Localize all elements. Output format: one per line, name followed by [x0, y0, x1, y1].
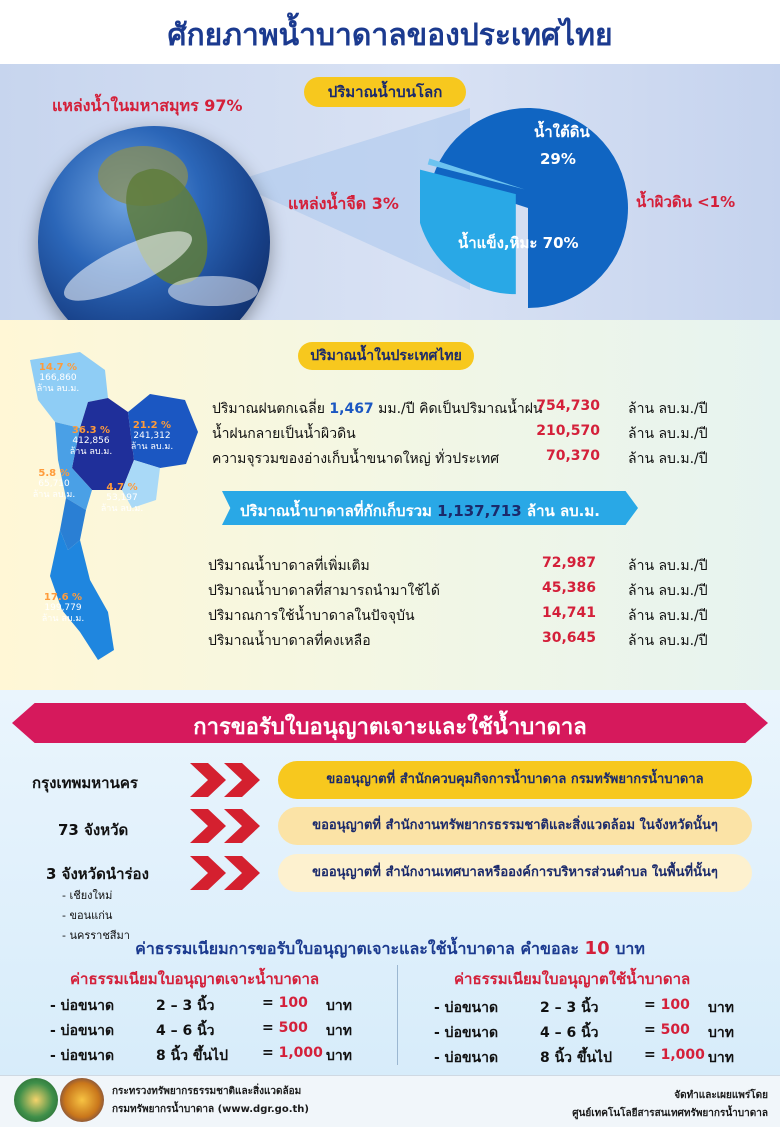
use-fee-row: - บ่อขนาด — [434, 1025, 499, 1041]
region-south-stats: 17.6 % 199,779 ล้าน ลบ.ม. — [41, 592, 85, 624]
region-northeast-stats: 21.2 % 241,312 ล้าน ลบ.ม. — [130, 420, 174, 452]
gw-row-unit: ล้าน ลบ.ม./ปี — [628, 583, 708, 599]
drill-fee-unit: บาท — [326, 1023, 352, 1039]
footer-produced-by: จัดทำและเผยแพร่โดย — [674, 1090, 768, 1101]
use-fee-size: 2 – 3 นิ้ว — [540, 1000, 599, 1016]
rainfall-value: 754,730 — [536, 398, 600, 414]
reservoir-row-label: ความจุรวมของอ่างเก็บน้ำขนาดใหญ่ ทั่วประเทศ — [212, 451, 500, 467]
area-bangkok: กรุงเทพมหานคร — [32, 774, 138, 792]
region-north-stats: 14.7 % 166,860 ล้าน ลบ.ม. — [36, 362, 80, 394]
pilot-item: - ขอนแก่น — [62, 909, 113, 922]
footer-ministry: กระทรวงทรัพยากรธรรมชาติและสิ่งแวดล้อม — [112, 1086, 302, 1097]
chevron-right-icon — [190, 763, 270, 797]
use-fee-heading: ค่าธรรมเนียมใบอนุญาตใช้น้ำบาดาล — [454, 970, 691, 988]
area-pilot-provinces: 3 จังหวัดนำร่อง — [46, 865, 149, 883]
drill-fee-size: 8 นิ้ว ขึ้นไป — [156, 1048, 228, 1064]
use-fee-size: 4 – 6 นิ้ว — [540, 1025, 599, 1041]
gw-row-value: 14,741 — [541, 605, 596, 621]
gw-row-unit: ล้าน ลบ.ม./ปี — [628, 633, 708, 649]
freshwater-label: แหล่งน้ำจืด 3% — [288, 194, 399, 213]
ocean-label: แหล่งน้ำในมหาสมุทร 97% — [52, 96, 243, 115]
rainfall-row: ปริมาณฝนตกเฉลี่ย 1,467 มม./ปี คิดเป็นปริมาณน้ำฝน — [212, 401, 543, 417]
region-east-stats: 4.7 % 53,197 ล้าน ลบ.ม. — [100, 482, 144, 514]
gw-row-label: ปริมาณน้ำบาดาลที่สามารถนำมาใช้ได้ — [208, 583, 440, 599]
use-fee-amount: = 100 — [644, 997, 690, 1013]
gw-row-unit: ล้าน ลบ.ม./ปี — [628, 608, 708, 624]
gw-row-value: 45,386 — [541, 580, 596, 596]
drill-fee-size: 2 – 3 นิ้ว — [156, 998, 215, 1014]
page-title: ศักยภาพน้ำบาดาลของประเทศไทย — [167, 18, 613, 53]
rainfall-unit: ล้าน ลบ.ม./ปี — [628, 401, 708, 417]
world-water-pie — [420, 100, 636, 316]
use-fee-row: - บ่อขนาด — [434, 1050, 499, 1066]
drill-fee-amount: = 100 — [262, 995, 308, 1011]
permit-office-provinces: ขออนุญาตที่ สำนักงานทรัพยากรธรรมชาติและสิ่งแวดล้อม ในจังหวัดนั้นๆ — [278, 807, 752, 845]
fee-title: ค่าธรรมเนียมการขอรับใบอนุญาตเจาะและใช้น้ำบาดาล คำขอละ 10 บาท — [135, 938, 645, 959]
use-fee-unit: บาท — [708, 1050, 734, 1066]
region-west-stats: 5.8 % 65,710 ล้าน ลบ.ม. — [32, 468, 76, 500]
groundwater-total-text: ปริมาณน้ำบาดาลที่กักเก็บรวม 1,137,713 ล้าน ลบ.ม. — [240, 502, 600, 520]
use-fee-amount: = 1,000 — [644, 1047, 705, 1063]
ground-water-label: น้ำใต้ดิน — [534, 123, 590, 141]
permit-office-bangkok: ขออนุญาตที่ สำนักควบคุมกิจการน้ำบาดาล กรมทรัพยากรน้ำบาดาล — [278, 761, 752, 799]
thai-water-pill: ปริมาณน้ำในประเทศไทย — [298, 342, 474, 370]
thailand-map — [10, 350, 210, 680]
use-fee-size: 8 นิ้ว ขึ้นไป — [540, 1050, 612, 1066]
footer-center: ศูนย์เทคโนโลยีสารสนเทศทรัพยากรน้ำบาดาล — [572, 1108, 768, 1119]
surface-row-unit: ล้าน ลบ.ม./ปี — [628, 426, 708, 442]
ministry-logo — [14, 1078, 58, 1122]
world-water-pill: ปริมาณน้ำบนโลก — [304, 77, 466, 107]
chevron-right-icon — [190, 856, 270, 890]
permit-banner-title: การขอรับใบอนุญาตเจาะและใช้น้ำบาดาล — [193, 715, 587, 740]
use-fee-row: - บ่อขนาด — [434, 1000, 499, 1016]
ground-water-pct: 29% — [540, 150, 576, 168]
surface-water-label: น้ำผิวดิน <1% — [636, 193, 736, 211]
gw-row-label: ปริมาณน้ำบาดาลที่เพิ่มเติม — [208, 558, 370, 574]
drill-fee-size: 4 – 6 นิ้ว — [156, 1023, 215, 1039]
drill-fee-unit: บาท — [326, 998, 352, 1014]
drill-fee-amount: = 500 — [262, 1020, 308, 1036]
footer-department: กรมทรัพยากรน้ำบาดาล (www.dgr.go.th) — [112, 1104, 309, 1115]
gw-row-value: 72,987 — [541, 555, 596, 571]
permit-office-pilot: ขออนุญาตที่ สำนักงานเทศบาลหรือองค์การบริหารส่วนตำบล ในพื้นที่นั้นๆ — [278, 854, 752, 892]
use-fee-unit: บาท — [708, 1000, 734, 1016]
gw-row-unit: ล้าน ลบ.ม./ปี — [628, 558, 708, 574]
reservoir-row-value: 70,370 — [545, 448, 600, 464]
surface-row-label: น้ำฝนกลายเป็นน้ำผิวดิน — [212, 426, 356, 442]
drill-fee-row: - บ่อขนาด — [50, 998, 115, 1014]
surface-row-value: 210,570 — [536, 423, 600, 439]
drill-fee-unit: บาท — [326, 1048, 352, 1064]
pilot-item: - นครราชสีมา — [62, 929, 130, 942]
fee-divider — [397, 965, 398, 1065]
reservoir-row-unit: ล้าน ลบ.ม./ปี — [628, 451, 708, 467]
gw-row-value: 30,645 — [541, 630, 596, 646]
drill-fee-row: - บ่อขนาด — [50, 1048, 115, 1064]
gw-row-label: ปริมาณน้ำบาดาลที่คงเหลือ — [208, 633, 371, 649]
chevron-right-icon — [190, 809, 270, 843]
drill-fee-amount: = 1,000 — [262, 1045, 323, 1061]
area-73-provinces: 73 จังหวัด — [58, 821, 129, 839]
use-fee-unit: บาท — [708, 1025, 734, 1041]
department-logo — [60, 1078, 104, 1122]
drill-fee-heading: ค่าธรรมเนียมใบอนุญาตเจาะน้ำบาดาล — [70, 970, 320, 988]
region-central-stats: 36.3 % 412,856 ล้าน ลบ.ม. — [69, 425, 113, 457]
pilot-item: - เชียงใหม่ — [62, 889, 113, 902]
use-fee-amount: = 500 — [644, 1022, 690, 1038]
gw-row-label: ปริมาณการใช้น้ำบาดาลในปัจจุบัน — [208, 608, 415, 624]
drill-fee-row: - บ่อขนาด — [50, 1023, 115, 1039]
ice-snow-label: น้ำแข็ง,หิมะ 70% — [458, 234, 579, 252]
